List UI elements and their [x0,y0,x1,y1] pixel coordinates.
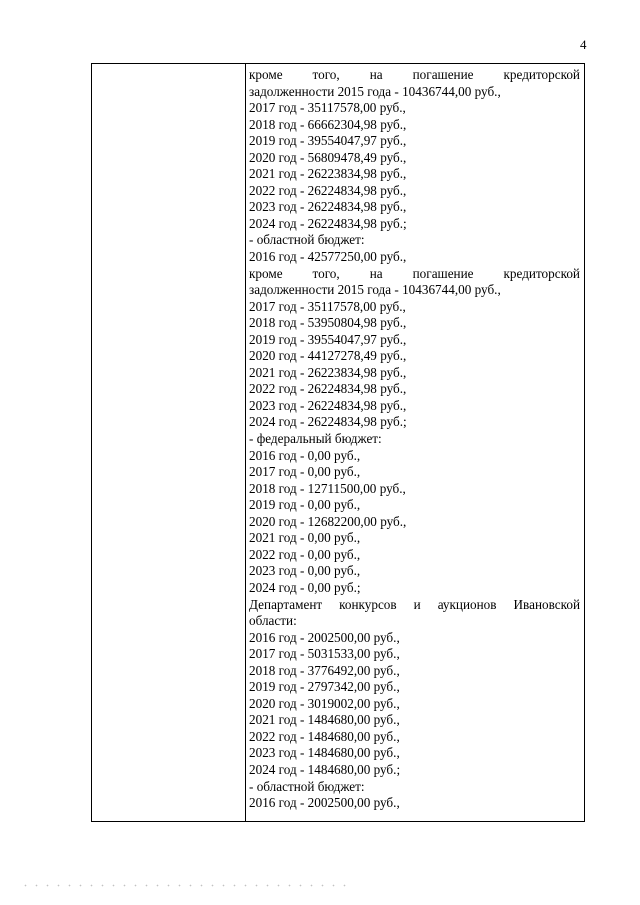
text-line: 2022 год - 26224834,98 руб., [249,381,407,397]
text-line: 2018 год - 12711500,00 руб., [249,480,406,496]
text-line: - областной бюджет: [249,232,365,248]
text-line: 2017 год - 35117578,00 руб., [249,298,406,314]
text-line: 2020 год - 44127278,49 руб., [249,348,407,364]
text-line: задолженности 2015 года - 10436744,00 руб., [249,282,501,298]
page-number: 4 [580,37,587,52]
text-line: 2024 год - 0,00 руб.; [249,579,361,595]
scan-noise [20,884,350,887]
text-line: 2023 год - 0,00 руб., [249,563,361,579]
text-line: 2016 год - 42577250,00 руб., [249,249,407,265]
text-line: 2023 год - 1484680,00 руб., [249,745,400,761]
text-line: 2023 год - 26224834,98 руб., [249,199,407,215]
text-line: 2017 год - 5031533,00 руб., [249,646,400,662]
text-line: 2022 год - 0,00 руб., [249,546,361,562]
text-line: - федеральный бюджет: [249,431,382,447]
text-line: 2017 год - 35117578,00 руб., [249,100,406,116]
text-line: 2016 год - 0,00 руб., [249,447,361,463]
text-line: 2016 год - 2002500,00 руб., [249,795,400,811]
text-line: 2016 год - 2002500,00 руб., [249,629,400,645]
text-line: 2021 год - 26223834,98 руб., [249,364,407,380]
text-line: 2022 год - 26224834,98 руб., [249,182,407,198]
text-line: 2021 год - 0,00 руб., [249,530,361,546]
text-line: 2018 год - 66662304,98 руб., [249,116,407,132]
text-line: - областной бюджет: [249,778,365,794]
text-line: 2019 год - 2797342,00 руб., [249,679,400,695]
text-line: 2020 год - 12682200,00 руб., [249,513,407,529]
document-table [91,63,585,822]
text-line: 2018 год - 3776492,00 руб., [249,662,400,678]
text-line: 2020 год - 3019002,00 руб., [249,695,400,711]
text-line: Департамент конкурсов и аукционов Ивановской [249,596,580,612]
text-line: задолженности 2015 года - 10436744,00 руб., [249,83,501,99]
text-line: 2020 год - 56809478,49 руб., [249,149,407,165]
text-line: 2023 год - 26224834,98 руб., [249,397,407,413]
text-line: 2024 год - 26224834,98 руб.; [249,414,407,430]
text-line: области: [249,613,297,629]
text-line: 2019 год - 39554047,97 руб., [249,133,407,149]
text-line: кроме того, на погашение кредиторской [249,67,580,82]
text-line: 2018 год - 53950804,98 руб., [249,315,407,331]
text-line: 2017 год - 0,00 руб., [249,464,361,480]
text-line: 2022 год - 1484680,00 руб., [249,728,400,744]
text-line: 2024 год - 26224834,98 руб.; [249,215,407,231]
table-left-column [92,64,246,821]
text-line: 2024 год - 1484680,00 руб.; [249,761,401,777]
text-line: 2019 год - 0,00 руб., [249,497,361,513]
text-line: кроме того, на погашение кредиторской [249,265,580,281]
table-right-column [249,67,580,812]
text-line: 2021 год - 26223834,98 руб., [249,166,407,182]
text-line: 2019 год - 39554047,97 руб., [249,331,407,347]
text-line: 2021 год - 1484680,00 руб., [249,712,400,728]
